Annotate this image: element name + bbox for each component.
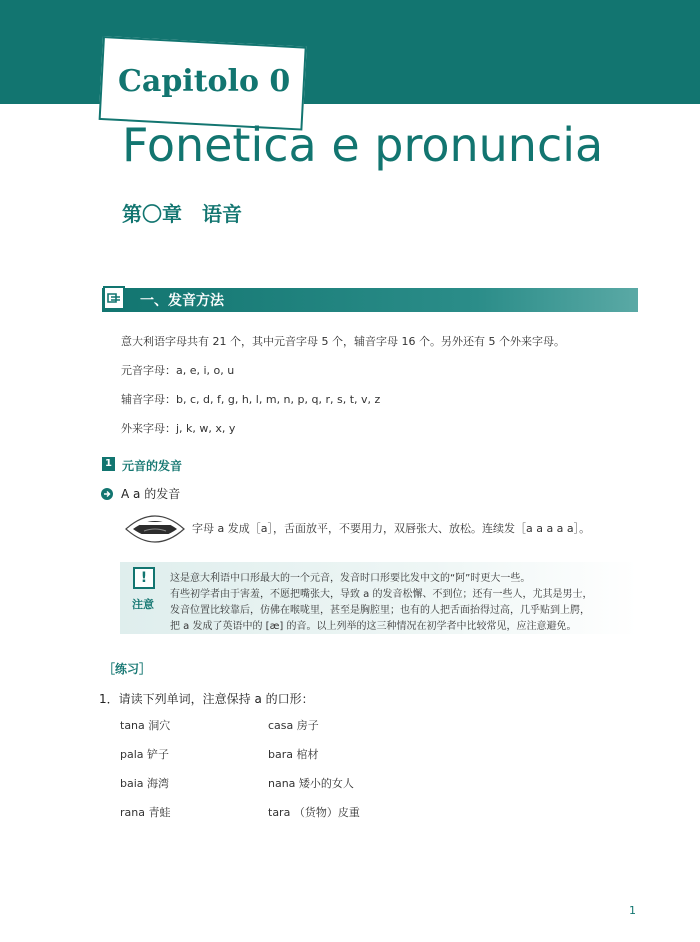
page-number: 1 <box>629 904 636 917</box>
page-title: Fonetica e pronuncia <box>122 118 604 172</box>
intro-line: 意大利语字母共有 21 个，其中元音字母 5 个，辅音字母 16 个。另外还有 5 个外来字母。 <box>121 335 565 348</box>
word-item: nana 矮小的女人 <box>268 777 354 790</box>
word-item: baia 海湾 <box>120 777 170 790</box>
section-title: 一、发音方法 <box>140 293 224 309</box>
speaker-mouth-icon <box>103 286 125 310</box>
practice-heading: ［练习］ <box>103 662 152 676</box>
arrow-right-icon <box>101 488 113 500</box>
letter-description: 字母 a 发成［a］，舌面放平，不要用力，双唇张大、放松。连续发［a a a a a］。 <box>192 522 591 535</box>
word-item: tara （货物）皮重 <box>268 806 360 819</box>
note-line: 发音位置比较靠后，仿佛在喉咙里，甚至是胸腔里；也有的人把舌面抬得过高，几乎贴到上腭， <box>170 605 590 616</box>
foreign-letter-list: 外来字母：j, k, w, x, y <box>121 422 236 435</box>
word-item: pala 铲子 <box>120 748 170 761</box>
chapter-subtitle: 第〇章 语音 <box>122 202 242 226</box>
word-item: tana 洞穴 <box>120 719 171 732</box>
subsection-title: 元音的发音 <box>122 459 183 473</box>
note-label: 注意 <box>132 598 154 611</box>
note-line: 这是意大利语中口形最大的一个元音，发音时口形要比发中文的“阿”时更大一些。 <box>170 573 531 584</box>
note-line: 把 a 发成了英语中的 [æ] 的音。以上列举的这三种情况在初学者中比较常见，应注意避免。 <box>170 621 577 632</box>
note-line: 有些初学者由于害羞，不愿把嘴张大，导致 a 的发音松懈、不到位；还有一些人，尤其是男士， <box>170 589 593 600</box>
chapter-label: Capitolo 0 <box>118 64 291 99</box>
word-item: rana 青蛙 <box>120 806 171 819</box>
exclamation-icon: ! <box>133 567 155 589</box>
vowel-list: 元音字母：a, e, i, o, u <box>121 364 235 377</box>
word-item: casa 房子 <box>268 719 319 732</box>
exercise-instruction: 1．请读下列单词，注意保持 a 的口形： <box>99 692 314 706</box>
subsection-number: 1 <box>102 457 115 471</box>
open-mouth-icon <box>124 509 186 549</box>
letter-heading: A a 的发音 <box>121 487 181 501</box>
word-item: bara 棺材 <box>268 748 319 761</box>
consonant-list: 辅音字母：b, c, d, f, g, h, l, m, n, p, q, r, s, t, v, z <box>121 393 381 406</box>
